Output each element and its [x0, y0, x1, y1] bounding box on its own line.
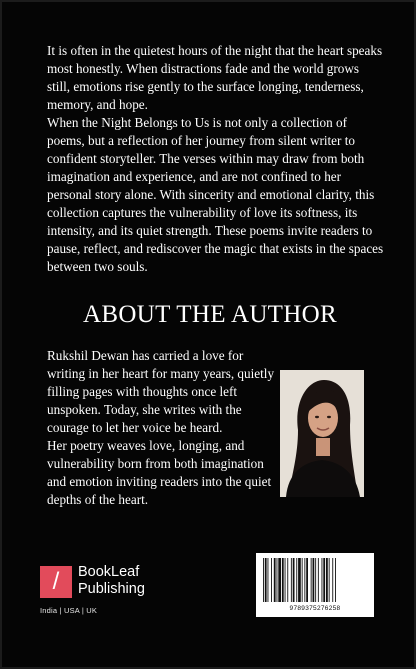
- publisher-name-line-1: BookLeaf: [78, 564, 140, 580]
- author-bio: [47, 347, 277, 509]
- book-blurb: [47, 42, 385, 276]
- isbn-number: 9789375276258: [289, 605, 341, 612]
- blurb-paragraph-2: When the Night Belongs to Us is not only a collection of poems, but a reflection of her journey from silent writer to confident storyteller. The verses within may draw from both imagination and experience, and are not confined to her personal story alone. With sincerity and emotional clarity, this collection captures the vulnerability of love its softness, its intensity, and its quiet strength. These poems invite readers to pause, reflect, and rediscover the magic that exists in the spaces between two souls.: [47, 115, 384, 274]
- author-photo: [280, 370, 364, 497]
- author-portrait-icon: [280, 370, 364, 497]
- publisher-name: [78, 564, 145, 598]
- publisher-logo: [40, 564, 170, 616]
- isbn-barcode: [256, 553, 374, 617]
- publisher-regions: India | USA | UK: [40, 606, 98, 615]
- bio-paragraph-2: Her poetry weaves love, longing, and vulnerability born from both imagination and emotion inviting readers into the quiet depths of the heart.: [47, 438, 272, 507]
- barcode-icon: [256, 553, 374, 605]
- slash-icon: /: [52, 568, 60, 595]
- publisher-name-line-2: Publishing: [78, 581, 145, 597]
- bio-paragraph-1: Rukshil Dewan has carried a love for writing in her heart for many years, quietly filling pages with thoughts once left unspoken. Today, she writes with the courage to let her voice be heard.: [47, 348, 275, 435]
- blurb-paragraph-1: It is often in the quietest hours of the night that the heart speaks most honestly. When distractions fade and the world grows still, emotions rise gently to the surface longing, tenderness, memory, and hope.: [47, 43, 383, 112]
- about-author-heading: ABOUT THE AUTHOR: [83, 301, 337, 328]
